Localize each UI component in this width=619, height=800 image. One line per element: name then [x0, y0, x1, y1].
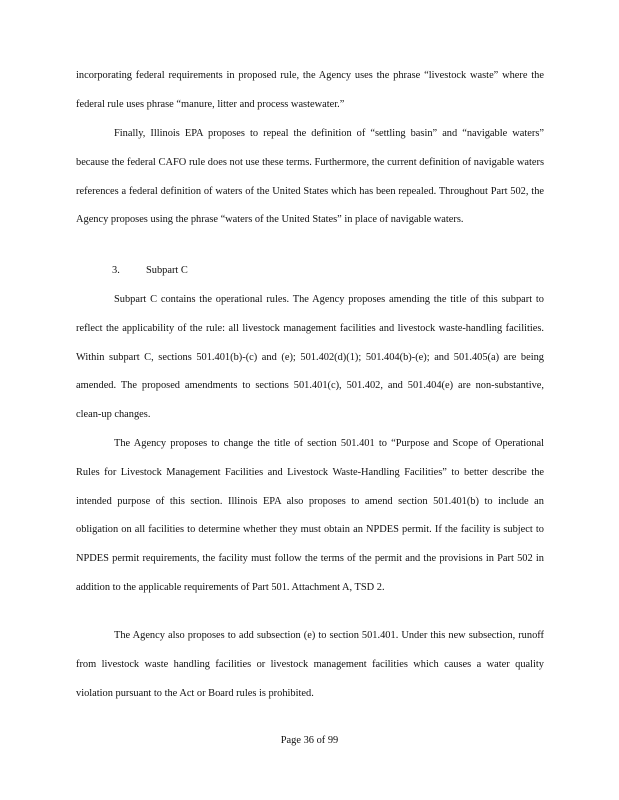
section-heading-subpart-c	[112, 264, 188, 278]
paragraph-subsection-e: The Agency also proposes to add subsection (e) to section 501.401. Under this new subsection, runoff from livestock waste handling facilities or livestock management facilities which causes a water quality violation pursuant to the Act or Board rules is prohibited.	[76, 630, 544, 699]
paragraph-livestock-waste-phrase: incorporating federal requirements in proposed rule, the Agency uses the phrase “livestock waste” where the federal rule uses phrase “manure, litter and process wastewater.”	[76, 70, 544, 110]
paragraph-section-501-401-title: The Agency proposes to change the title of section 501.401 to “Purpose and Scope of Operational Rules for Livestock Management Facilities and Livestock Waste-Handling Facilities” to better describe the intended purpose of this section. Illinois EPA also proposes to amend section 501.401(b) to include an obligation on all facilities to determine whether they must obtain an NPDES permit. If the facility is subject to NPDES permit requirements, the facility must follow the terms of the permit and the provisions in Part 502 in addition to the applicable requirements of Part 501. Attachment A, TSD 2.	[76, 438, 544, 593]
section-heading-title: Subpart C	[146, 265, 188, 276]
page-number-footer: Page 36 of 99	[280, 735, 339, 746]
section-heading-number: 3.	[112, 265, 120, 276]
paragraph-repeal-definitions: Finally, Illinois EPA proposes to repeal the definition of “settling basin” and “navigable waters” because the federal CAFO rule does not use these terms. Furthermore, the current definition of navigable waters references a federal definition of waters of the United States which has been repealed. Throughout Part 502, the Agency proposes using the phrase “waters of the United States” in place of navigable waters.	[76, 128, 544, 226]
paragraph-operational-rules: Subpart C contains the operational rules. The Agency proposes amending the title of this subpart to reflect the applicability of the rule: all livestock management facilities and livestock waste-handling facilities. Within subpart C, sections 501.401(b)-(c) and (e); 501.402(d)(1); 501.404(b)-(e); and 501.405(a) are being amended. The proposed amendments to sections 501.401(c), 501.402, and 501.404(e) are non-substantive, clean-up changes.	[76, 294, 544, 421]
